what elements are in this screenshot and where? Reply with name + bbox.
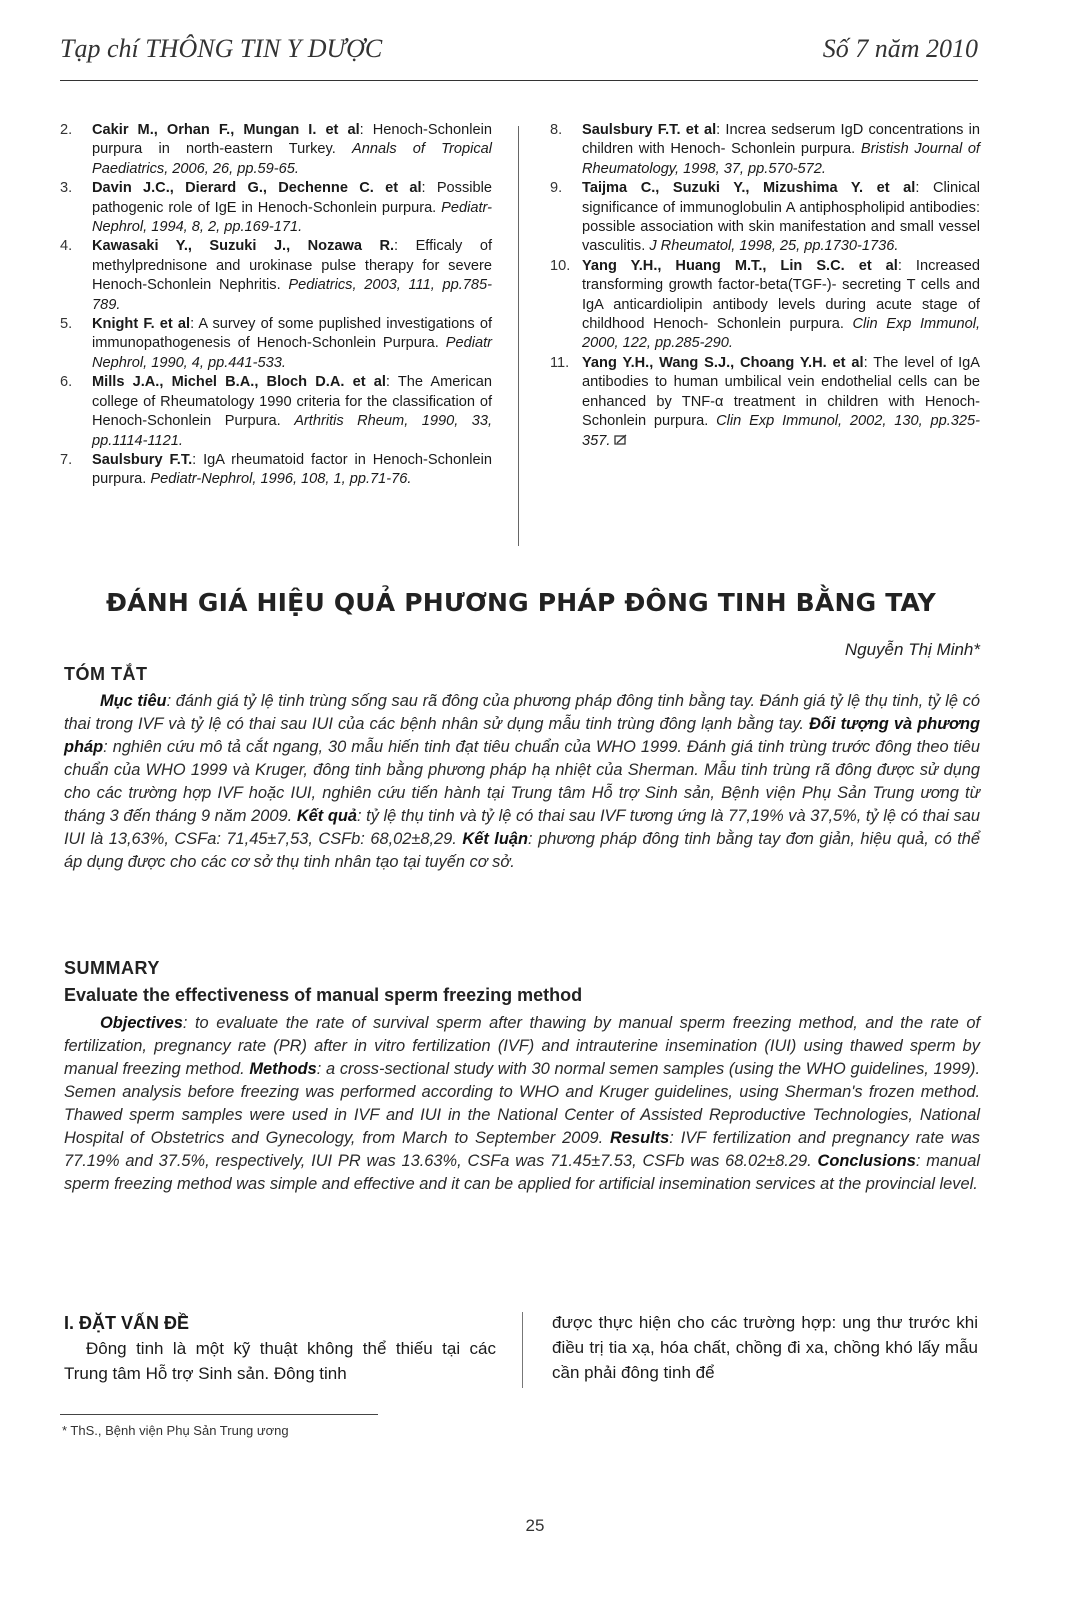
body-paragraph: Đông tinh là một kỹ thuật không thể thiếu tại các Trung tâm Hỗ trợ Sinh sản. Đông tinh [64,1339,496,1383]
references-right-column [550,121,980,451]
reference-text: : A survey of some puplished investigations of immunopathogenesis of Henoch-Schonlein Purpura. [92,316,492,352]
reference-item: 6. Mills J.A., Michel B.A., Bloch D.A. et al: The American college of Rheumatology 1990 criteria for the classification of Henoch-Schonlein Purpura. Arthritis Rheum, 1990, 33, pp.1114-1121. [60,374,493,449]
reference-authors: Yang Y.H., Huang M.T., Lin S.C. et al [582,257,898,274]
footnote-rule [60,1414,378,1415]
reference-text: : The level of IgA antibodies to human umbilical vein endothelial cells can be enhanced by TNF-α treatment in children with Henoch-Schonlein purpura. [582,354,981,430]
section-heading-intro: I. ĐẶT VẤN ĐỀ [64,1313,190,1333]
reference-authors: Saulsbury F.T. [92,451,193,468]
reference-authors: Davin J.C., Dierard G., Dechenne C. et al [92,180,422,197]
reference-authors: Knight F. et al [92,316,191,333]
reference-citation: Pediatr-Nephrol, 1996, 108, 1, pp.71-76. [150,471,412,488]
reference-citation: Annals of Tropical Paediatrics, 2006, 26, pp.59-65. [92,141,492,177]
reference-item: 4. Kawasaki Y., Suzuki J., Nozawa R.: Efficaly of methylprednisone and urokinase pulse therapy for severe Henoch-Schonlein Nephritis. Pediatrics, 2003, 111, pp.785-789. [60,238,492,313]
author-affiliation-footnote: * ThS., Bệnh viện Phụ Sản Trung ương [62,1423,289,1438]
reference-authors: Mills J.A., Michel B.A., Bloch D.A. et al [92,374,386,391]
reference-citation: Bristish Journal of Rheumatology, 1998, 37, pp.570-572. [582,141,980,177]
reference-text: : Increa sedserum IgD concentrations in children with Henoch- Schonlein purpura. [582,122,980,158]
reference-item: 5. Knight F. et al: A survey of some puplished investigations of immunopathogenesis of Henoch-Schonlein Purpura. Pediatr Nephrol, 1990, 4, pp.441-533. [60,316,492,371]
abstract-heading: TÓM TẮT [64,664,148,684]
column-divider [518,126,519,546]
reference-text: : IgA rheumatoid factor in Henoch-Schonlein purpura. [92,451,492,488]
reference-citation: Arthritis Rheum, 1990, 33, pp.1114-1121. [92,413,493,449]
reference-authors: Taijma C., Suzuki Y., Mizushima Y. et al [582,180,916,197]
summary-title: Evaluate the effectiveness of manual sperm freezing method [64,985,583,1005]
reference-citation: J Rheumatol, 1998, 25, pp.1730-1736. [649,238,899,255]
label-methods-en: Methods [249,1060,317,1078]
body-left-column [64,1310,496,1386]
running-header [60,30,978,81]
reference-item: 9. Taijma C., Suzuki Y., Mizushima Y. et al: Clinical significance of immunoglobulin A antiphospholipid antibodies: possible association with skin manifestation and small vessel vasculitis. J Rheumatol, 1998, 25, pp.1730-1736. [550,180,980,255]
abstract-english: Objectives: to evaluate the rate of survival sperm after thawing by manual sperm freezing method, and the rate of fertilization, pregnancy rate (PR) after in vitro fertilization (IVF) and intrauterine insemination (IUI) using thawed sperm by manual freezing method. Methods: a cross-sectional study with 30 normal semen samples (using the WHO guidelines, 1999). Semen analysis before freezing was performed according to WHO and Kruger guidelines, using Sherman's frozen method. Thawed sperm samples were used in IVF and IUI in the National Center of Assisted Reproductive Technologies, National Hospital of Obstetrics and Gynecology, from March to September 2009. Results: IVF fertilization and pregnancy rate was 77.19% and 37.5%, respectively, IUI PR was 13.63%, CSFa was 71.45±7.53, CSFb was 68.02±8.29. Conclusions: manual sperm freezing method was simple and effective and it can be applied for artificial insemination services at the provincial level. [64,1014,980,1193]
reference-authors: Kawasaki Y., Suzuki J., Nozawa R. [92,238,395,255]
issue-number: Số 7 năm 2010 [822,34,978,63]
label-objectives: Objectives [100,1014,183,1032]
label-conclusion: Kết luận [462,830,529,848]
reference-text: : Clinical significance of immunoglobulin A antiphospholipid antibodies: possible association with skin manifestation and small vessel vasculitis. [582,180,980,255]
reference-citation: Pediatrics, 2003, 111, pp.785-789. [92,277,492,313]
abstract-vietnamese: Mục tiêu: đánh giá tỷ lệ tinh trùng sống sau rã đông của phương pháp đông tinh bằng tay. Đánh giá tỷ lệ thụ tinh, tỷ lệ có thai trong IVF và tỷ lệ có thai sau IUI của các bệnh nhân sử dụng mẫu tinh trùng đông lạnh bằng tay. Đối tượng và phương pháp: nghiên cứu mô tả cắt ngang, 30 mẫu hiến tinh đạt tiêu chuẩn của WHO 1999. Đánh giá tinh trùng trước đông theo tiêu chuẩn của WHO 1999 và Kruger, đông tinh bằng phương pháp hạ nhiệt của Sherman. Mẫu tinh trùng rã đông được sử dụng cho các trường hợp IVF hoặc IUI, nghiên cứu tiến hành tại Trung tâm Hỗ trợ Sinh sản, Bệnh viện Phụ Sản Trung ương từ tháng 3 đến tháng 9 năm 2009. Kết quả: tỷ lệ thụ tinh và tỷ lệ có thai sau IVF tương ứng là 77,19% và 37,5%, tỷ lệ có thai sau IUI là 13,63%, CSFa: 71,45±7,53, CSFb: 68,02±8,29. Kết luận: phương pháp đông tinh bằng tay đơn giản, hiệu quả, có thể áp dụng được cho các cơ sở thụ tinh nhân tạo tại tuyến cơ sở. [64,692,981,871]
reference-text: : The American college of Rheumatology 1990 criteria for the classification of Henoch-Schonlein Purpura. [92,374,492,430]
reference-authors: Yang Y.H., Wang S.J., Choang Y.H. et al [582,354,864,371]
reference-item: 7. Saulsbury F.T.: IgA rheumatoid factor in Henoch-Schonlein purpura. Pediatr-Nephrol, 1996, 108, 1, pp.71-76. [60,451,492,488]
reference-item: 11. Yang Y.H., Wang S.J., Choang Y.H. et al: The level of IgA antibodies to human umbilical vein endothelial cells can be enhanced by TNF-α treatment in children with Henoch-Schonlein purpura. Clin Exp Immunol, 2002, 130, pp.325-357. [550,354,981,449]
reference-item: 8. Saulsbury F.T. et al: Increa sedserum IgD concentrations in children with Henoch- Schonlein purpura. Bristish Journal of Rheumatology, 1998, 37, pp.570-572. [550,122,980,177]
reference-authors: Cakir M., Orhan F., Mungan I. et al [92,122,360,138]
reference-text: : Henoch-Schonlein purpura in north-eastern Turkey. [92,122,492,158]
reference-item: 3. Davin J.C., Dierard G., Dechenne C. et al: Possible pathogenic role of IgE in Henoch-Schonlein purpura. Pediatr-Nephrol, 1994, 8, 2, pp.169-171. [60,180,492,236]
reference-authors: Saulsbury F.T. et al [582,122,717,138]
reference-item: 2. Cakir M., Orhan F., Mungan I. et al: Henoch-Schonlein purpura in north-eastern Turkey. Annals of Tropical Paediatrics, 2006, 26, pp.59-65. [60,122,492,177]
reference-text: : Possible pathogenic role of IgE in Henoch-Schonlein purpura. [92,180,492,216]
label-results: Kết quả [296,807,357,825]
references-left-column [60,121,492,490]
page-number: 25 [525,1516,545,1535]
reference-citation: Clin Exp Immunol, 2002, 130, pp.325-357. [582,413,981,449]
reference-text: : Efficaly of methylprednisone and urokinase pulse therapy for severe Henoch-Schonlein Nephritis. [92,238,492,294]
reference-citation: Pediatr Nephrol, 1990, 4, pp.441-533. [92,335,492,371]
body-paragraph: được thực hiện cho các trường hợp: ung thư trước khi điều trị tia xạ, hóa chất, chồng đi xa, chồng khó lấy mẫu cần phải đông tinh để [552,1313,978,1382]
label-results-en: Results [610,1129,670,1147]
reference-citation: Clin Exp Immunol, 2000, 122, pp.285-290. [582,316,980,352]
end-mark-icon [614,434,628,446]
label-objective: Mục tiêu [100,692,167,710]
journal-name: Tạp chí THÔNG TIN Y DƯỢC [60,34,383,63]
label-methods: Đối tượng và phương pháp [64,715,980,756]
reference-text: : Increased transforming growth factor-beta(TGF-)- secreting T cells and IgA anticardiolipin antibody levels during acute stage of childhood Henoch- Schonlein purpura. [582,257,980,333]
column-divider [522,1312,523,1388]
summary-heading: SUMMARY [64,958,160,978]
label-conclusions-en: Conclusions [817,1152,916,1170]
reference-citation: Pediatr-Nephrol, 1994, 8, 2, pp.169-171. [92,199,492,236]
reference-item: 10. Yang Y.H., Huang M.T., Lin S.C. et al: Increased transforming growth factor-beta(TGF-)- secreting T cells and IgA anticardiolipin antibody levels during acute stage of childhood Henoch- Schonlein purpura. Clin Exp Immunol, 2000, 122, pp.285-290. [550,257,980,352]
article-title: ĐÁNH GIÁ HIỆU QUẢ PHƯƠNG PHÁP ĐÔNG TINH BẰNG TAY [106,588,936,617]
body-right-column [552,1310,978,1385]
article-author: Nguyễn Thị Minh* [844,640,980,659]
